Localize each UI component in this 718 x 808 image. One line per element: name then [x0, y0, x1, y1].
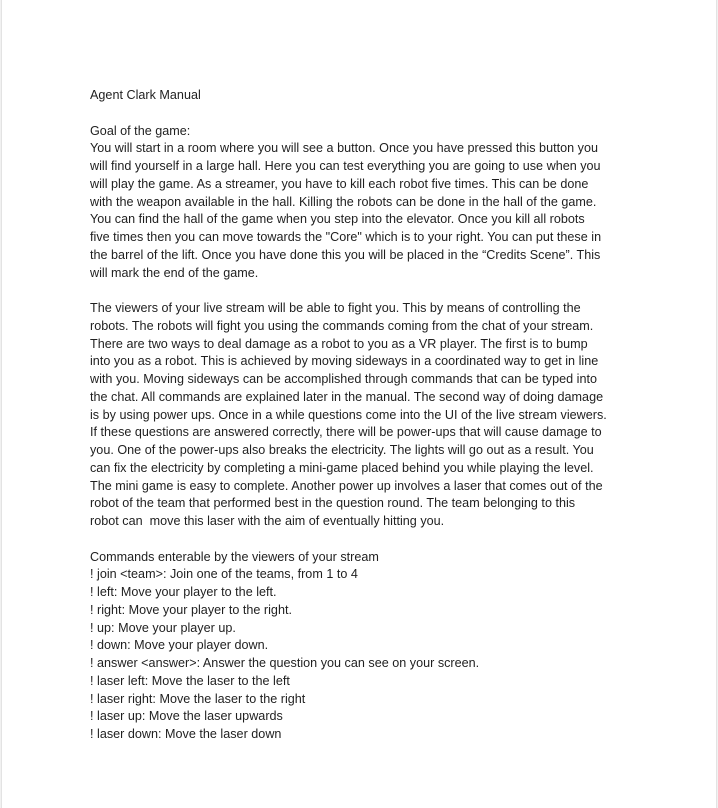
command-item: ! join <team>: Join one of the teams, from 1 to 4 — [90, 567, 358, 582]
viewers-line: can fix the electricity by completing a mini-game placed behind you while playing the level. — [90, 460, 594, 475]
viewers-line: If these questions are answered correctly, there will be power-ups that will cause damage to — [90, 425, 602, 440]
commands-list — [90, 566, 635, 744]
command-item: ! up: Move your player up. — [90, 620, 236, 635]
command-item: ! down: Move your player down. — [90, 638, 269, 653]
goal-line: will find yourself in a large hall. Here you can test everything you are going to use when you — [90, 159, 601, 173]
goal-line: You will start in a room where you will see a button. Once you have pressed this button you — [90, 141, 598, 156]
viewers-line: is by using power ups. Once in a while questions come into the UI of the live stream viewers. — [90, 407, 607, 422]
viewers-line: into you as a robot. This is achieved by moving sideways in a coordinated way to get in line — [90, 354, 599, 369]
document-page — [1, 0, 717, 808]
goal-heading: Goal of the game: — [90, 123, 191, 138]
command-item: ! left: Move your player to the left. — [90, 585, 277, 599]
viewers-line: There are two ways to deal damage as a robot to you as a VR player. The first is to bump — [90, 336, 588, 351]
viewers-line: robot can move this laser with the aim of eventually hitting you. — [90, 514, 445, 528]
viewers-line: robot of the team that performed best in the question round. The team belonging to this — [90, 496, 576, 511]
command-item: ! laser left: Move the laser to the left — [90, 673, 290, 688]
command-item: ! answer <answer>: Answer the question you can see on your screen. — [90, 656, 480, 670]
document-content — [90, 87, 635, 744]
command-item: ! laser down: Move the laser down — [90, 727, 282, 741]
viewers-paragraph — [90, 300, 635, 531]
viewers-line: The viewers of your live stream will be able to fight you. This by means of controlling the — [90, 301, 581, 315]
command-item: ! laser up: Move the laser upwards — [90, 709, 283, 724]
commands-heading: Commands enterable by the viewers of your stream — [90, 549, 379, 564]
goal-line: the barrel of the lift. Once you have done this you will be placed in the “Credits Scene”. This — [90, 247, 601, 262]
command-item: ! laser right: Move the laser to the right — [90, 691, 306, 706]
goal-line: will play the game. As a streamer, you have to kill each robot five times. This can be done — [90, 176, 589, 191]
document-title: Agent Clark Manual — [90, 88, 201, 102]
viewers-line: robots. The robots will fight you using the commands coming from the chat of your stream. — [90, 318, 594, 333]
blank-line — [90, 531, 635, 549]
viewers-line: The mini game is easy to complete. Another power up involves a laser that comes out of the — [90, 478, 603, 493]
viewers-line: the chat. All commands are explained later in the manual. The second way of doing damage — [90, 389, 604, 404]
blank-line — [90, 105, 635, 123]
viewers-line: with you. Moving sideways can be accomplished through commands that can be typed into — [90, 372, 597, 386]
command-item: ! right: Move your player to the right. — [90, 602, 292, 617]
blank-line — [90, 282, 635, 300]
viewers-line: you. One of the power-ups also breaks the electricity. The lights will go out as a result. You — [90, 443, 594, 457]
goal-paragraph — [90, 140, 635, 282]
goal-line: You can find the hall of the game when you step into the elevator. Once you kill all robots — [90, 212, 585, 227]
goal-line: with the weapon available in the hall. Killing the robots can be done in the hall of the game. — [90, 194, 597, 209]
goal-line: will mark the end of the game. — [90, 265, 259, 280]
goal-line: five times then you can move towards the "Core" which is to your right. You can put these in — [90, 230, 602, 244]
